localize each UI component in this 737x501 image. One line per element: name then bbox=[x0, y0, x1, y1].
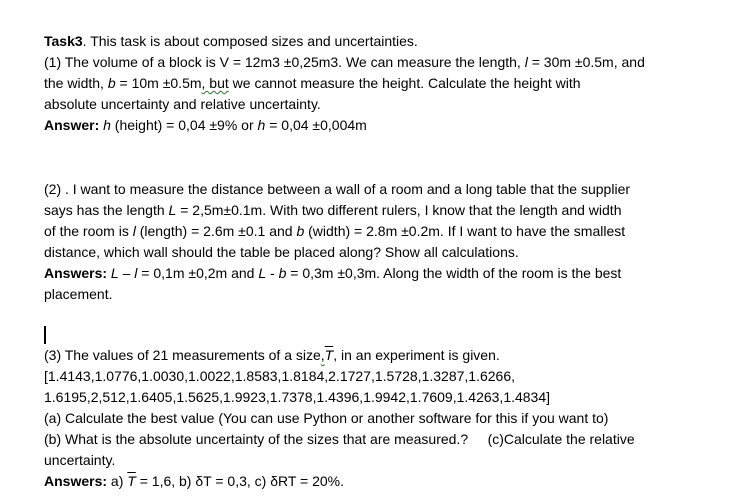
part3-text: (c)Calculate the relative bbox=[487, 431, 635, 447]
part3-line4: (a) Calculate the best value (You can use Python or another software for this if you want to) bbox=[44, 410, 609, 426]
part2-text: of the room is bbox=[44, 223, 133, 239]
part1-line3: absolute uncertainty and relative uncertainty. bbox=[44, 96, 321, 112]
var-b: b bbox=[278, 265, 287, 281]
var-L: L bbox=[168, 202, 177, 218]
part1-text: we cannot measure the height. Calculate the height with bbox=[228, 75, 581, 91]
text-cursor-line[interactable] bbox=[44, 324, 684, 345]
document-body bbox=[44, 31, 684, 492]
text-cursor bbox=[44, 326, 46, 344]
answer-label: Answers: bbox=[44, 265, 108, 281]
var-h: h bbox=[257, 117, 266, 133]
var-l: l bbox=[132, 223, 136, 239]
answer-text: (height) = 0,04 ±9% or bbox=[110, 117, 258, 133]
answer-text: a) bbox=[107, 473, 128, 489]
var-h: h bbox=[103, 117, 111, 133]
var-T-bar: $\overline{T}$ bbox=[324, 347, 334, 363]
answer-label: Answers: bbox=[44, 473, 108, 489]
task-title: Task3 bbox=[44, 33, 83, 49]
part2-line1: (2) . I want to measure the distance between a wall of a room and a long table that the supplier bbox=[44, 181, 631, 197]
part2-text: (length) = 2.6m ±0.1 and bbox=[135, 223, 297, 239]
part1-line2 bbox=[44, 73, 684, 94]
task-heading bbox=[44, 31, 684, 52]
part1-text: the width, bbox=[44, 75, 108, 91]
var-l: l bbox=[134, 265, 138, 281]
part3-text: , in an experiment is given. bbox=[333, 347, 500, 363]
part1-text: = 10m ±0.5m bbox=[115, 75, 202, 91]
var-T-bar: $\overline{T}$ bbox=[127, 473, 136, 489]
part2-line3 bbox=[44, 221, 684, 242]
part3-line6: uncertainty. bbox=[44, 452, 116, 468]
var-L: L bbox=[110, 265, 119, 281]
part2-text: (width) = 2.8m ±0.2m. If I want to have the smallest bbox=[304, 223, 626, 239]
part3-answer bbox=[44, 471, 684, 492]
part3-line3: 1.6195,2,512,1.6405,1.5625,1.9923,1.7378,1.4396,1.9942,1.7609,1.4263,1.4834] bbox=[44, 389, 551, 405]
part3-line5 bbox=[44, 429, 684, 450]
part1-line1 bbox=[44, 52, 684, 73]
spellcheck-squiggle: , bbox=[320, 347, 325, 363]
part2-text: says has the length bbox=[44, 202, 169, 218]
answer-text: = 0,3m ±0,3m. Along the width of the room is the best bbox=[286, 265, 622, 281]
var-l: l bbox=[524, 54, 528, 70]
var-b: b bbox=[107, 75, 116, 91]
part1-text: (1) The volume of a block is V = 12m3 ±0,25m3. We can measure the length, bbox=[44, 54, 525, 70]
part2-line4: distance, which wall should the table be placed along? Show all calculations. bbox=[44, 244, 519, 260]
part3-text: (3) The values of 21 measurements of a size bbox=[44, 347, 321, 363]
answer-text: - bbox=[266, 265, 279, 281]
part2-line6: placement. bbox=[44, 286, 113, 302]
var-L: L bbox=[258, 265, 267, 281]
part3-line2: [1.4143,1.0776,1.0030,1.0022,1.8583,1.8184,2.1727,1.5728,1.3287,1.6266, bbox=[44, 368, 515, 384]
part3-line1 bbox=[44, 345, 684, 366]
answer-text: – bbox=[118, 265, 135, 281]
part3-text: (b) What is the absolute uncertainty of the sizes that are measured.? bbox=[44, 431, 469, 447]
var-b: b bbox=[296, 223, 305, 239]
part2-text: = 2,5m±0.1m. With two different rulers, I know that the length and width bbox=[176, 202, 622, 218]
part1-text: = 30m ±0.5m, and bbox=[527, 54, 645, 70]
answer-text: = 0,04 ±0,004m bbox=[265, 117, 367, 133]
task-intro: . This task is about composed sizes and uncertainties. bbox=[82, 33, 418, 49]
part2-answer bbox=[44, 263, 684, 284]
answer-text: = 0,1m ±0,2m and bbox=[137, 265, 259, 281]
spellcheck-squiggle: , but bbox=[201, 75, 229, 91]
answer-text: = 1,6, b) δT = 0,3, c) δRT = 20%. bbox=[135, 473, 345, 489]
answer-label: Answer: bbox=[44, 117, 100, 133]
part2-line2 bbox=[44, 200, 684, 221]
part1-answer bbox=[44, 115, 684, 136]
